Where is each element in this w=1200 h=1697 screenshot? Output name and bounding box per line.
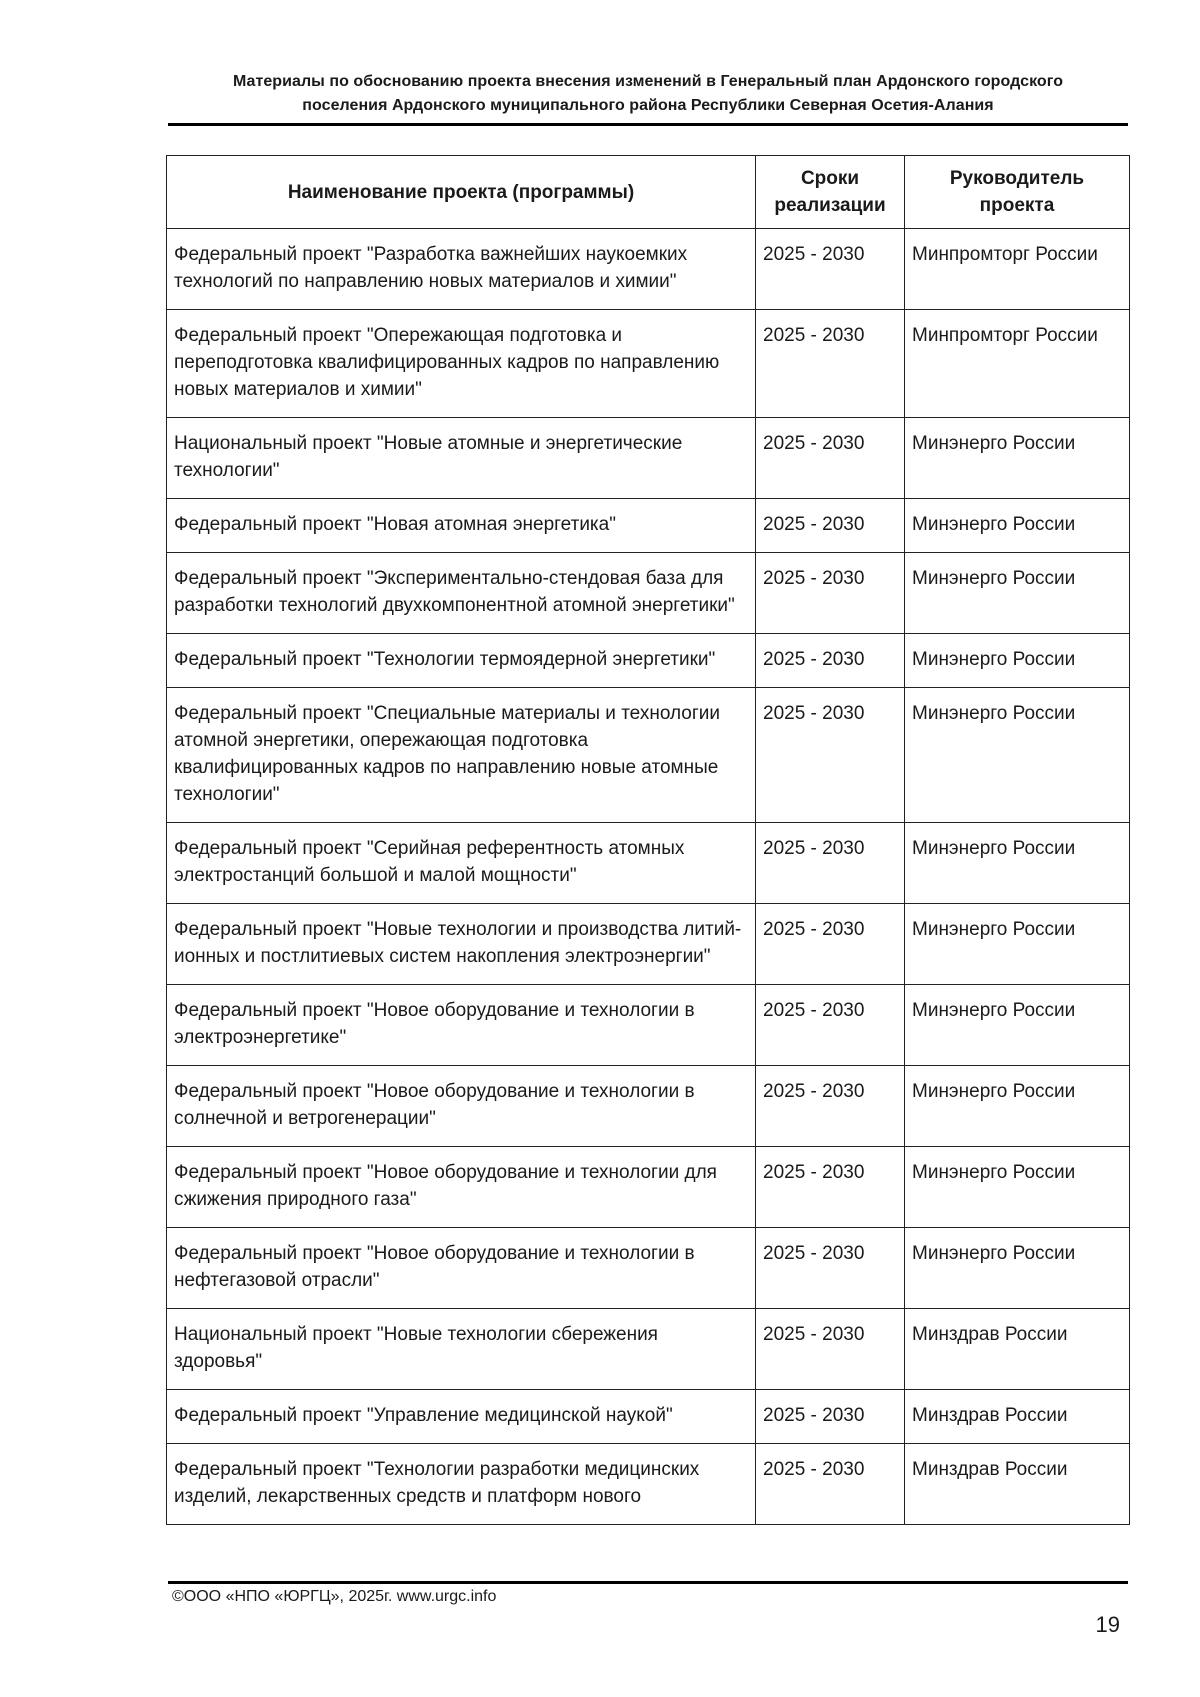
table-row: [167, 1390, 1130, 1444]
period-cell: 2025 - 2030: [756, 418, 905, 499]
table-row: [167, 229, 1130, 310]
project-name-cell: Федеральный проект "Разработка важнейших наукоемких технологий по направлению новых материалов и химии": [167, 229, 756, 310]
page-header: [168, 70, 1128, 118]
project-head-cell: Минздрав России: [905, 1444, 1130, 1525]
column-header-period: [756, 156, 905, 229]
project-head-cell: Минэнерго России: [905, 1147, 1130, 1228]
table-row: [167, 1147, 1130, 1228]
table-row: [167, 823, 1130, 904]
period-cell: 2025 - 2030: [756, 904, 905, 985]
table-row: [167, 1066, 1130, 1147]
project-name-cell: Федеральный проект "Технологии разработки медицинских изделий, лекарственных средств и платформ нового: [167, 1444, 756, 1525]
page-number: 19: [1095, 1612, 1120, 1637]
period-cell: 2025 - 2030: [756, 823, 905, 904]
period-cell: 2025 - 2030: [756, 985, 905, 1066]
project-head-cell: Минпромторг России: [905, 229, 1130, 310]
table-row: [167, 904, 1130, 985]
period-cell: 2025 - 2030: [756, 634, 905, 688]
column-header-head-line-2: проекта: [979, 195, 1055, 216]
period-cell: 2025 - 2030: [756, 499, 905, 553]
column-header-name: [167, 156, 756, 229]
project-head-cell: Минэнерго России: [905, 688, 1130, 823]
project-head-cell: Минпромторг России: [905, 310, 1130, 418]
project-head-cell: Минэнерго России: [905, 418, 1130, 499]
table-row: [167, 688, 1130, 823]
project-head-cell: Минэнерго России: [905, 634, 1130, 688]
period-cell: 2025 - 2030: [756, 229, 905, 310]
project-name-cell: Федеральный проект "Экспериментально-стендовая база для разработки технологий двухкомпонентной атомной энергетики": [167, 553, 756, 634]
period-cell: 2025 - 2030: [756, 688, 905, 823]
footer-rule: [168, 1581, 1128, 1584]
column-header-name-label: Наименование проекта (программы): [287, 181, 635, 203]
period-cell: 2025 - 2030: [756, 1309, 905, 1390]
project-name-cell: Федеральный проект "Новое оборудование и технологии в солнечной и ветрогенерации": [167, 1066, 756, 1147]
column-header-period-line-2: реализации: [774, 195, 886, 216]
project-head-cell: Минэнерго России: [905, 499, 1130, 553]
period-cell: 2025 - 2030: [756, 1444, 905, 1525]
project-name-cell: Федеральный проект "Серийная референтность атомных электростанций большой и малой мощности": [167, 823, 756, 904]
project-name-cell: Федеральный проект "Новое оборудование и технологии для сжижения природного газа": [167, 1147, 756, 1228]
table-row: [167, 499, 1130, 553]
project-name-cell: Национальный проект "Новые атомные и энергетические технологии": [167, 418, 756, 499]
project-head-cell: Минэнерго России: [905, 1228, 1130, 1309]
table-row: [167, 1444, 1130, 1525]
table-row: [167, 418, 1130, 499]
project-head-cell: Минэнерго России: [905, 904, 1130, 985]
table-row: [167, 634, 1130, 688]
table-row: [167, 553, 1130, 634]
table-row: [167, 1228, 1130, 1309]
column-header-head: [905, 156, 1130, 229]
period-cell: 2025 - 2030: [756, 1147, 905, 1228]
period-cell: 2025 - 2030: [756, 1390, 905, 1444]
period-cell: 2025 - 2030: [756, 553, 905, 634]
project-name-cell: Федеральный проект "Новые технологии и производства литий-ионных и постлитиевых систем накопления электроэнергии": [167, 904, 756, 985]
table-header-row: [167, 156, 1130, 229]
project-name-cell: Федеральный проект "Опережающая подготовка и переподготовка квалифицированных кадров по направлению новых материалов и химии": [167, 310, 756, 418]
project-name-cell: Федеральный проект "Новая атомная энергетика": [167, 499, 756, 553]
project-head-cell: Минэнерго России: [905, 1066, 1130, 1147]
period-cell: 2025 - 2030: [756, 310, 905, 418]
header-line-1: Материалы по обоснованию проекта внесения изменений в Генеральный план Ардонского городского: [232, 73, 1064, 90]
header-rule: [168, 123, 1128, 126]
project-name-cell: Федеральный проект "Новое оборудование и технологии в нефтегазовой отрасли": [167, 1228, 756, 1309]
period-cell: 2025 - 2030: [756, 1066, 905, 1147]
project-name-cell: Федеральный проект "Специальные материалы и технологии атомной энергетики, опережающая подготовка квалифицированных кадров по направлению новые атомные технологии": [167, 688, 756, 823]
column-header-head-line-1: Руководитель: [949, 168, 1085, 189]
header-line-2: поселения Ардонского муниципального района Республики Северная Осетия-Алания: [302, 97, 994, 114]
period-cell: 2025 - 2030: [756, 1228, 905, 1309]
project-name-cell: Федеральный проект "Технологии термоядерной энергетики": [167, 634, 756, 688]
project-head-cell: Минздрав России: [905, 1390, 1130, 1444]
footer-copyright: ©ООО «НПО «ЮРГЦ», 2025г. www.urgc.info: [172, 1588, 497, 1605]
project-head-cell: Минэнерго России: [905, 985, 1130, 1066]
project-head-cell: Минэнерго России: [905, 823, 1130, 904]
project-name-cell: Федеральный проект "Управление медицинской наукой": [167, 1390, 756, 1444]
project-name-cell: Федеральный проект "Новое оборудование и технологии в электроэнергетике": [167, 985, 756, 1066]
table-row: [167, 985, 1130, 1066]
project-name-cell: Национальный проект "Новые технологии сбережения здоровья": [167, 1309, 756, 1390]
column-header-period-line-1: Сроки: [800, 168, 860, 189]
projects-table: [166, 155, 1130, 1525]
table-row: [167, 310, 1130, 418]
project-head-cell: Минэнерго России: [905, 553, 1130, 634]
project-head-cell: Минздрав России: [905, 1309, 1130, 1390]
table-row: [167, 1309, 1130, 1390]
